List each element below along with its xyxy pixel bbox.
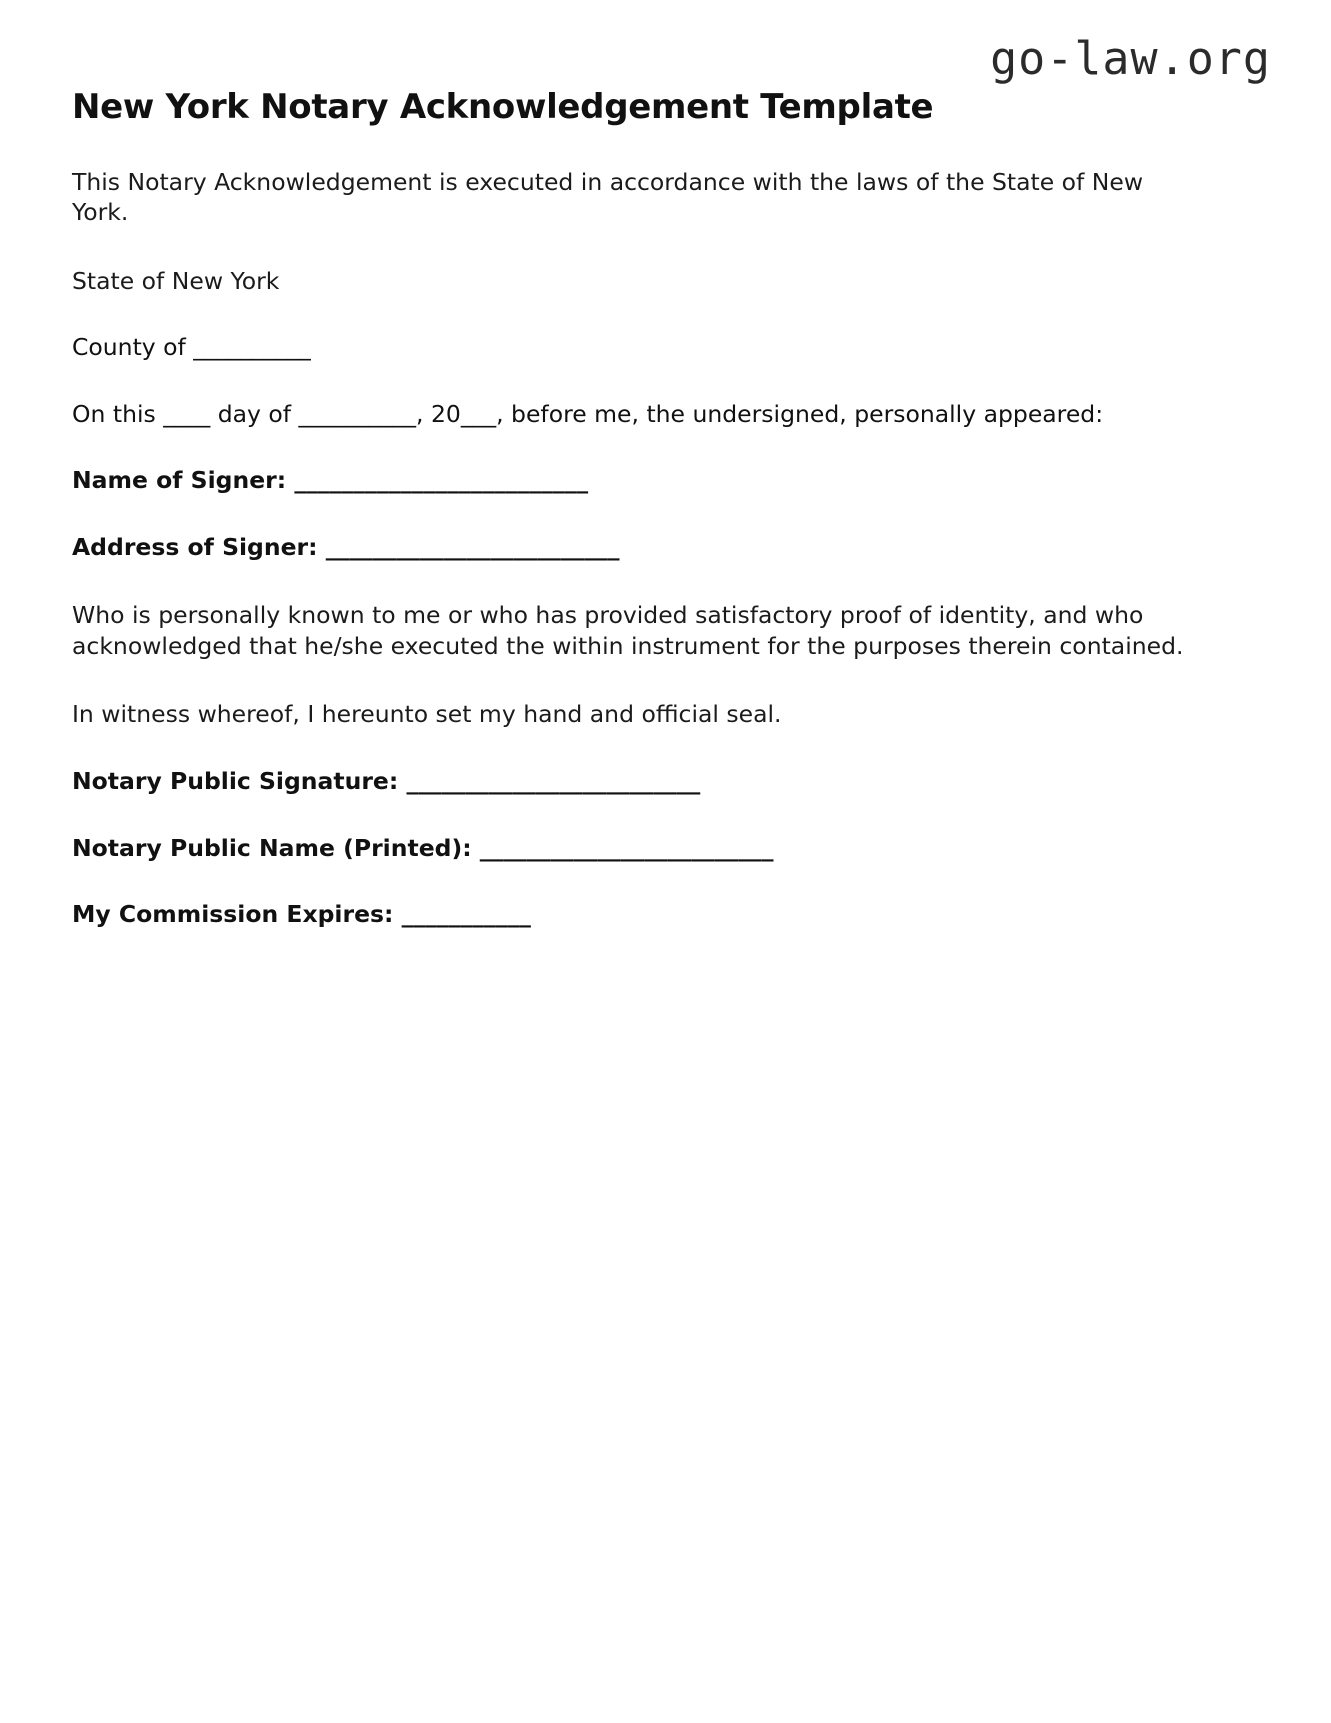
state-line: State of New York bbox=[72, 266, 280, 295]
date-appearance-field bbox=[72, 363, 1262, 430]
on-this-mid: day of bbox=[210, 399, 299, 428]
intro-paragraph: This Notary Acknowledgement is executed in accordance with the laws of the State of New York. bbox=[72, 167, 1144, 227]
commission-expires-blank-line[interactable]: ___________ bbox=[401, 900, 531, 929]
name-of-signer-label: Name of Signer: bbox=[72, 466, 295, 495]
day-blank-line[interactable]: ____ bbox=[163, 399, 211, 428]
commission-expires-label: My Commission Expires: bbox=[72, 900, 402, 929]
county-field bbox=[72, 296, 1262, 363]
notary-name-blank-line[interactable]: _________________________ bbox=[479, 833, 774, 862]
address-of-signer-field bbox=[72, 496, 1262, 563]
document-body bbox=[72, 0, 1262, 930]
on-this-prefix: On this bbox=[72, 399, 164, 428]
notary-signature-field bbox=[72, 730, 1262, 797]
witness-paragraph: In witness whereof, I hereunto set my hand and official seal. bbox=[72, 700, 782, 729]
commission-expires-field bbox=[72, 863, 1262, 930]
notary-name-label: Notary Public Name (Printed): bbox=[72, 833, 480, 862]
name-of-signer-blank-line[interactable]: _________________________ bbox=[294, 466, 589, 495]
acknowledgement-paragraph: Who is personally known to me or who has provided satisfactory proof of identity, and who acknowledged that he/she executed the within instrument for the purposes therein contained. bbox=[72, 601, 1184, 660]
notary-signature-label: Notary Public Signature: bbox=[72, 766, 407, 795]
notary-signature-blank-line[interactable]: _________________________ bbox=[406, 766, 701, 795]
address-of-signer-blank-line[interactable]: _________________________ bbox=[325, 532, 620, 561]
year-blank-line[interactable]: ___ bbox=[460, 399, 497, 428]
name-of-signer-field bbox=[72, 429, 1262, 496]
notary-name-field bbox=[72, 797, 1262, 864]
address-of-signer-label: Address of Signer: bbox=[72, 532, 326, 561]
page-title: New York Notary Acknowledgement Template bbox=[72, 87, 934, 127]
site-watermark: go-law.org bbox=[990, 32, 1271, 85]
county-blank-line[interactable]: __________ bbox=[193, 333, 311, 362]
year-prefix: , 20 bbox=[416, 399, 461, 428]
county-label: County of bbox=[72, 333, 194, 362]
month-blank-line[interactable]: __________ bbox=[298, 399, 417, 428]
on-this-suffix: , before me, the undersigned, personally appeared: bbox=[496, 399, 1104, 428]
